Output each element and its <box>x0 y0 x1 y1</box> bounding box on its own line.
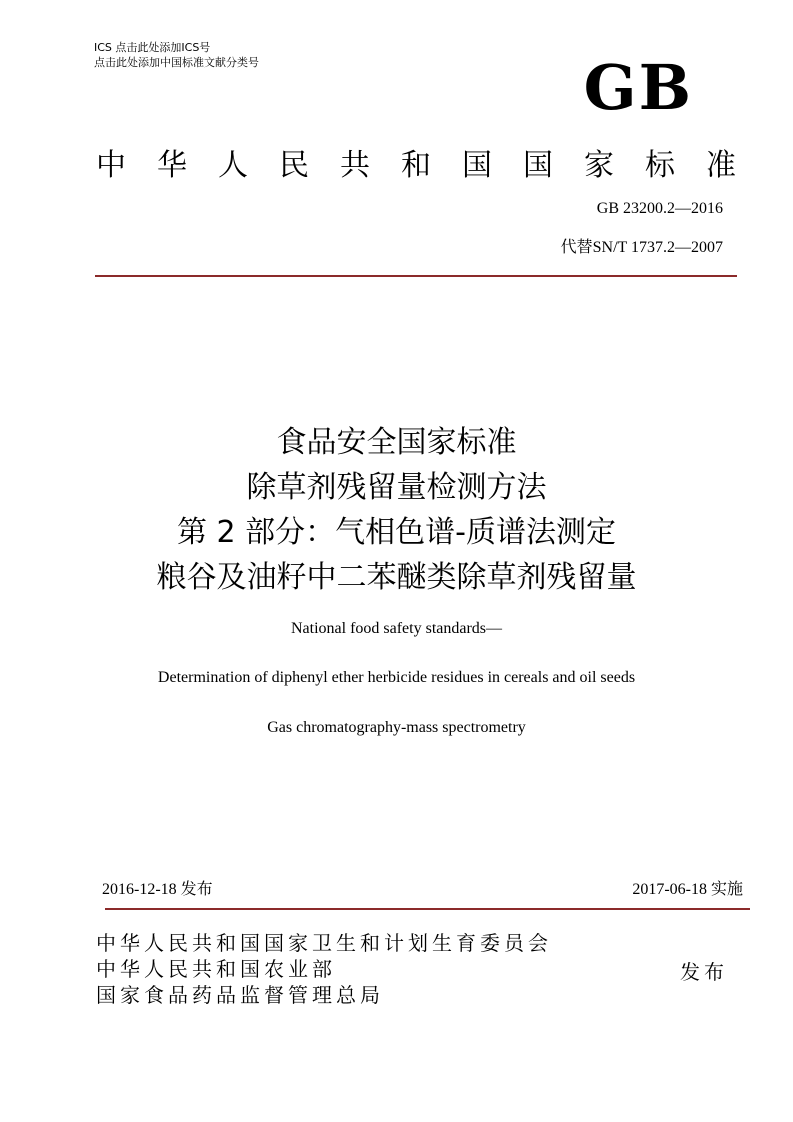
title-char: 民 <box>279 148 309 183</box>
title-char: 人 <box>218 148 248 183</box>
english-title-line-2: Determination of diphenyl ether herbicide residues in cereals and oil seeds <box>157 669 636 686</box>
english-title-line-3: Gas chromatography-mass spectrometry <box>267 719 526 736</box>
footer-divider <box>105 908 750 910</box>
english-title-line-1: National food safety standards— <box>290 620 503 637</box>
title-char: 共 <box>340 148 370 183</box>
chinese-title <box>0 420 793 600</box>
title-char: 华 <box>157 148 187 183</box>
title-line-3: 第 2 部分：气相色谱-质谱法测定 <box>177 515 616 550</box>
title-line-2: 除草剂残留量检测方法 <box>246 470 547 505</box>
issuer-2: 中华人民共和国农业部 <box>96 957 336 981</box>
implement-date: 2017-06-18 实施 <box>632 881 743 898</box>
issuer-3: 国家食品药品监督管理总局 <box>96 983 384 1007</box>
national-standard-title <box>96 146 736 186</box>
title-char: 国 <box>523 148 553 183</box>
classification-placeholder[interactable]: 点击此处添加中国标准文献分类号 <box>94 56 259 69</box>
title-char: 国 <box>462 148 492 183</box>
title-char: 中 <box>96 148 126 183</box>
title-char: 标 <box>645 148 675 183</box>
issuer-1: 中华人民共和国国家卫生和计划生育委员会 <box>96 931 552 955</box>
issue-date: 2016-12-18 发布 <box>102 881 213 898</box>
title-char: 准 <box>706 148 736 183</box>
title-line-4: 粮谷及油籽中二苯醚类除草剂残留量 <box>156 560 637 595</box>
gb-logo: GB <box>583 51 693 124</box>
title-char: 和 <box>401 148 431 183</box>
header-divider <box>95 275 737 277</box>
publish-label: 发布 <box>680 960 728 984</box>
title-line-1: 食品安全国家标准 <box>276 425 517 460</box>
ics-block <box>94 40 259 70</box>
replaces-standard: 代替SN/T 1737.2—2007 <box>560 239 723 256</box>
standard-number: GB 23200.2—2016 <box>596 200 723 217</box>
ics-placeholder[interactable]: ICS 点击此处添加ICS号 <box>94 41 211 54</box>
title-char: 家 <box>584 148 614 183</box>
